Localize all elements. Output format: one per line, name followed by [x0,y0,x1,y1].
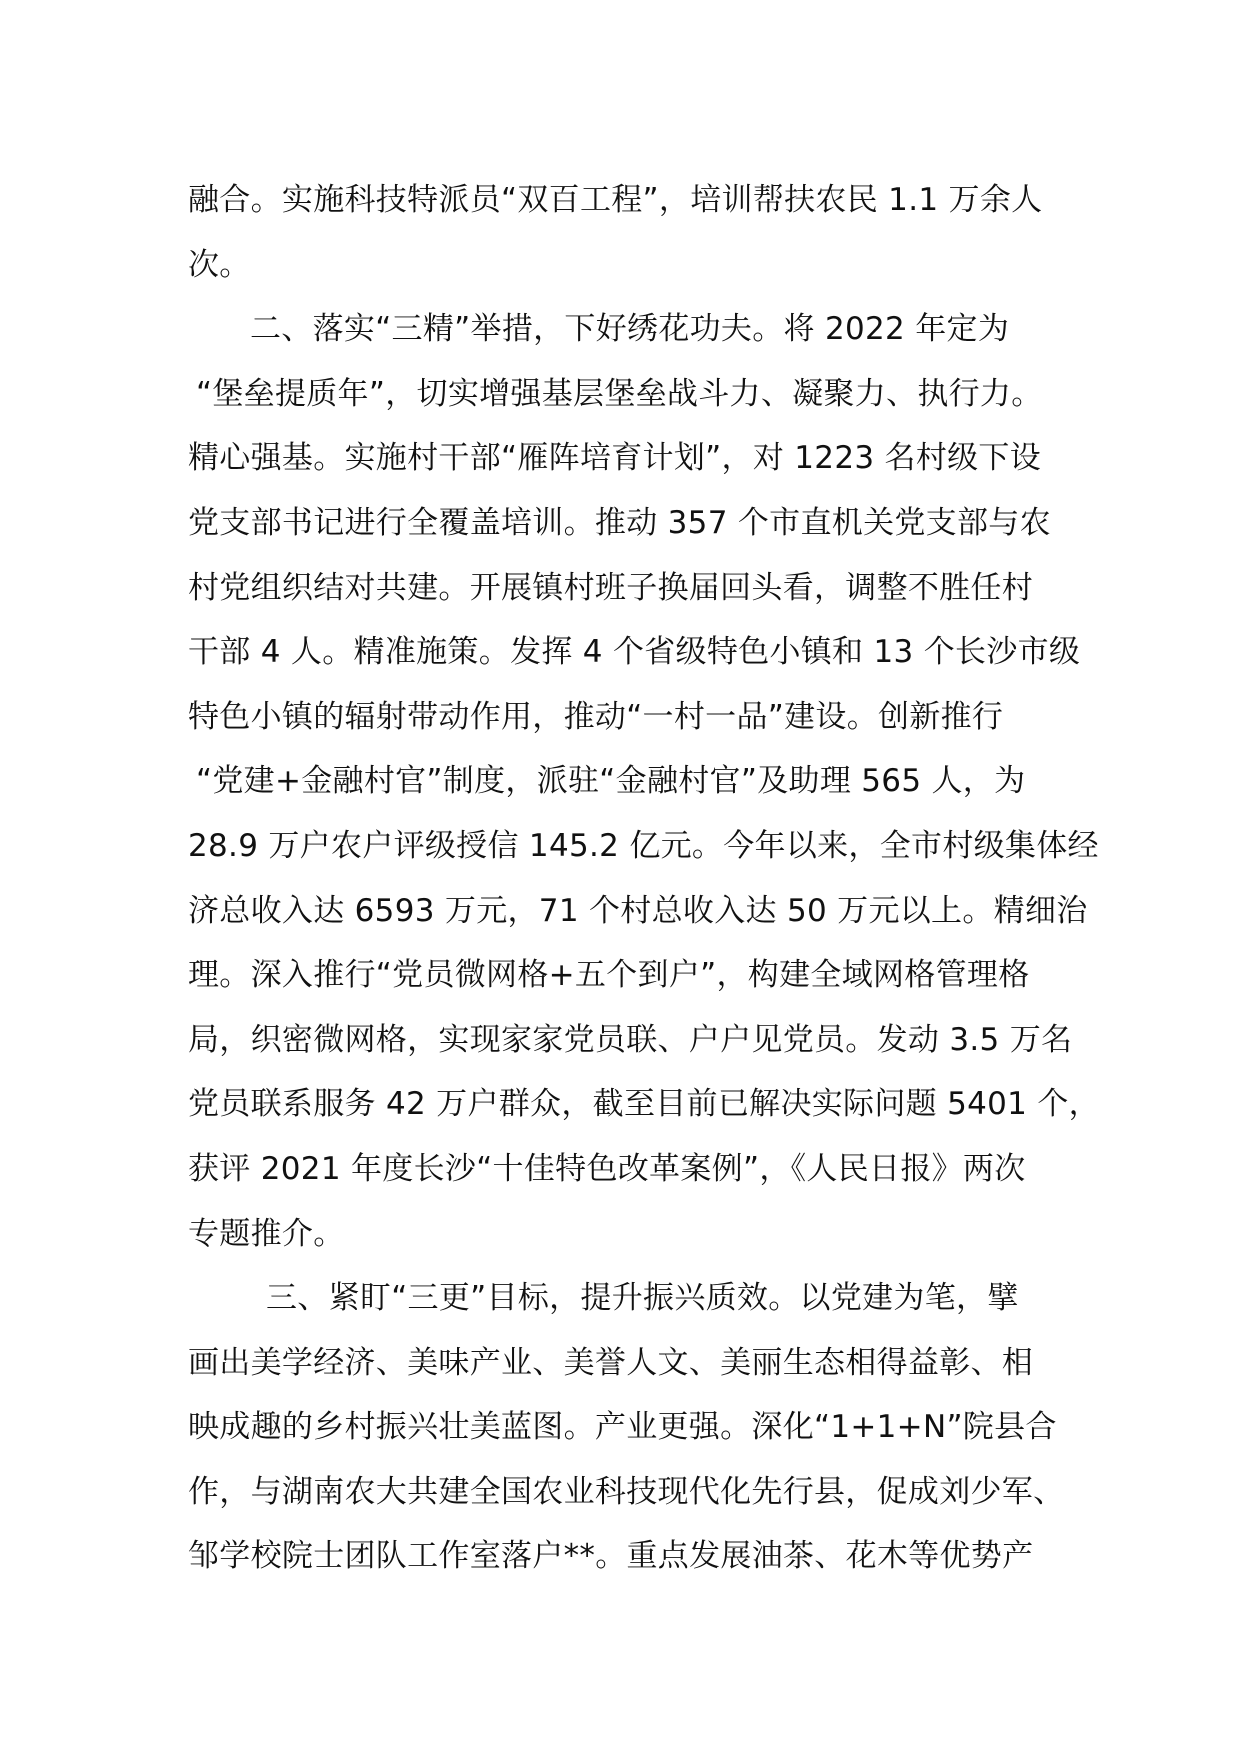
text-line: 党支部书记进行全覆盖培训。推动 357 个市直机关党支部与农 [188,504,1051,541]
text-line: 济总收入达 6593 万元，71 个村总收入达 50 万元以上。精细治 [188,892,1088,929]
text-line: 局，织密微网格，实现家家党员联、户户见党员。发动 3.5 万名 [188,1021,1073,1058]
text-line: 村党组织结对共建。开展镇村班子换届回头看，调整不胜任村 [188,569,1034,606]
text-line: 28.9 万户农户评级授信 145.2 亿元。今年以来，全市村级集体经 [188,827,1099,864]
text-line: 融合。实施科技特派员“双百工程”，培训帮扶农民 1.1 万余人 [188,182,1043,218]
text-line: 干部 4 人。精准施策。发挥 4 个省级特色小镇和 13 个长沙市级 [188,634,1081,671]
text-line: 映成趣的乡村振兴壮美蓝图。产业更强。深化“1+1+N”院县合 [188,1409,1057,1446]
text-line: 获评 2021 年度长沙“十佳特色改革案例”，《人民日报》两次 [188,1150,1026,1187]
text-line: 特色小镇的辐射带动作用，推动“一村一品”建设。创新推行 [188,698,1004,735]
text-line: 作，与湖南农大共建全国农业科技现代化先行县，促成刘少军、 [188,1473,1065,1510]
text-line: 党员联系服务 42 万户群众，截至目前已解决实际问题 5401 个， [188,1086,1100,1123]
text-line: 理。深入推行“党员微网格+五个到户”，构建全域网格管理格 [188,957,1030,994]
text-line: “党建+金融村官”制度，派驻“金融村官”及助理 565 人，为 [196,763,1026,800]
text-line: 专题推介。 [188,1215,345,1252]
section-heading-line: 三、紧盯“三更”目标，提升振兴质效。以党建为笔，擘 [266,1280,1019,1317]
text-line: “堡垒提质年”，切实增强基层堡垒战斗力、凝聚力、执行力。 [196,375,1043,412]
section-heading-line: 二、落实“三精”举措，下好绣花功夫。将 2022 年定为 [250,311,1010,348]
text-line: 精心强基。实施村干部“雁阵培育计划”，对 1223 名村级下设 [188,440,1042,477]
body-text [188,168,1100,1589]
text-line: 画出美学经济、美味产业、美誉人文、美丽生态相得益彰、相 [188,1344,1034,1381]
text-line: 邹学校院士团队工作室落户**。重点发展油茶、花木等优势产 [188,1538,1034,1575]
text-line: 次。 [188,246,251,283]
